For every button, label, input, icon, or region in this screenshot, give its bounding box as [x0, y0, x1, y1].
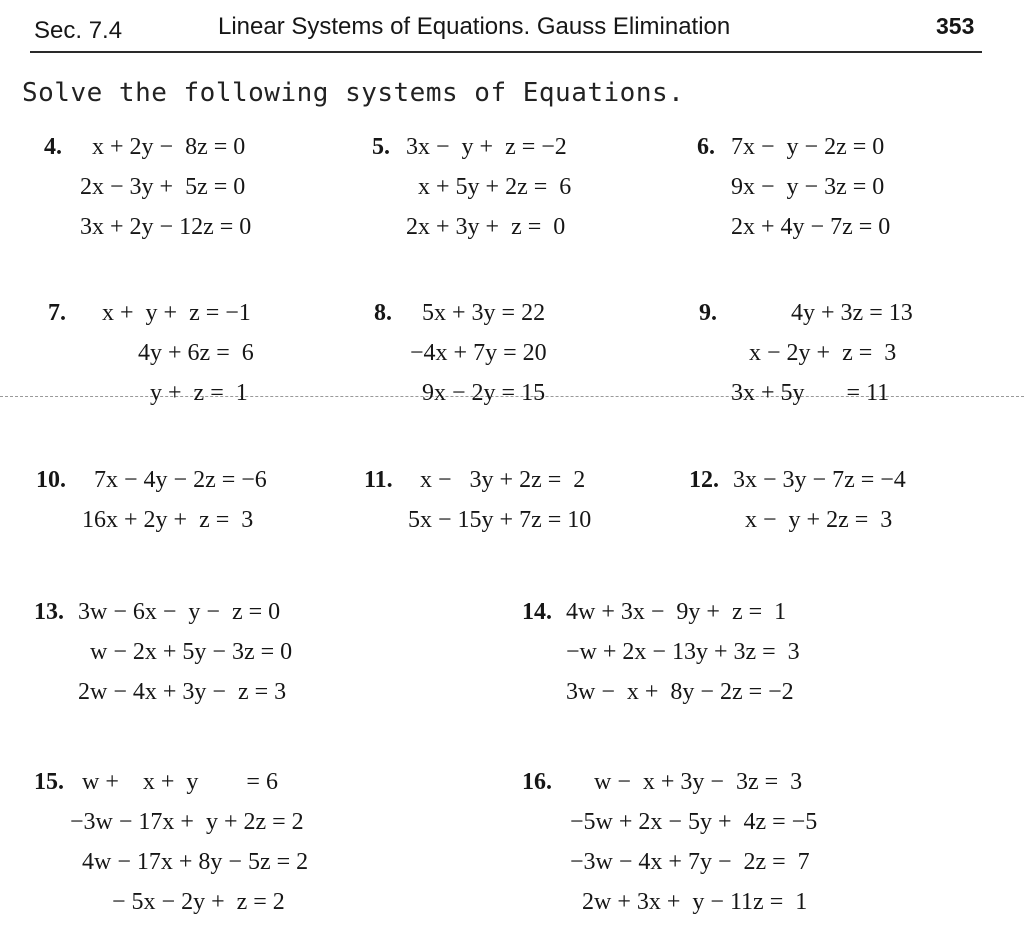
instruction-text: Solve the following systems of Equations.	[22, 78, 685, 108]
problem-number: 11.	[364, 467, 393, 493]
equation: 4w + 3x − 9y + z = 1	[566, 599, 787, 625]
equation: −3w − 4x + 7y − 2z = 7	[570, 849, 810, 875]
equation: 3x + 2y − 12z = 0	[80, 214, 252, 240]
problem-number: 13.	[34, 599, 64, 625]
equation: x − y + 2z = 3	[733, 507, 893, 533]
equation: 2x + 4y − 7z = 0	[731, 214, 891, 240]
equation-system	[406, 127, 571, 247]
equation: 3w − x + 8y − 2z = −2	[566, 679, 794, 705]
equation-system	[70, 762, 308, 922]
problem-number: 6.	[697, 134, 715, 160]
problem-number: 9.	[699, 300, 717, 326]
equation: x + y + z = −1	[102, 300, 251, 326]
equation: 5x + 3y = 22	[410, 300, 546, 326]
equation: −5w + 2x − 5y + 4z = −5	[570, 809, 818, 835]
equation: x − 3y + 2z = 2	[408, 467, 586, 493]
header-divider	[30, 51, 982, 53]
equation: x + 2y − 8z = 0	[80, 134, 246, 160]
problem-number: 7.	[48, 300, 66, 326]
equation: 3x − y + z = −2	[406, 134, 567, 160]
equation: 4y + 6z = 6	[102, 340, 254, 366]
problem-number: 5.	[372, 134, 390, 160]
equation-system	[731, 127, 890, 247]
equation: −3w − 17x + y + 2z = 2	[70, 809, 304, 835]
equation: 7x − 4y − 2z = −6	[82, 467, 267, 493]
equation: 3x − 3y − 7z = −4	[733, 467, 906, 493]
equation: 2w − 4x + 3y − z = 3	[78, 679, 287, 705]
equation: 2w + 3x + y − 11z = 1	[570, 889, 808, 915]
equation: 4y + 3z = 13	[731, 300, 913, 326]
equation: x − 2y + z = 3	[731, 340, 897, 366]
equation: −w + 2x − 13y + 3z = 3	[566, 639, 800, 665]
problem-number: 15.	[34, 769, 64, 795]
problem-number: 12.	[689, 467, 719, 493]
equation-system	[570, 762, 817, 922]
problem-number: 14.	[522, 599, 552, 625]
equation: −4x + 7y = 20	[410, 340, 547, 366]
equation-system	[566, 592, 800, 712]
equation: 16x + 2y + z = 3	[82, 507, 254, 533]
equation: w − x + 3y − 3z = 3	[570, 769, 803, 795]
problem-number: 8.	[374, 300, 392, 326]
equation: w + x + y = 6	[70, 769, 278, 795]
equation: 3x + 5y = 11	[731, 380, 890, 406]
equation: 9x − y − 3z = 0	[731, 174, 885, 200]
equation: 5x − 15y + 7z = 10	[408, 507, 592, 533]
equation: y + z = 1	[102, 380, 248, 406]
problem-number: 10.	[36, 467, 66, 493]
equation: w − 2x + 5y − 3z = 0	[78, 639, 293, 665]
equation: 9x − 2y = 15	[410, 380, 546, 406]
problem-number: 4.	[44, 134, 62, 160]
chapter-title: Linear Systems of Equations. Gauss Elimination	[218, 13, 731, 40]
equation-system	[102, 293, 254, 413]
equation: 4w − 17x + 8y − 5z = 2	[70, 849, 309, 875]
equation-system	[408, 460, 591, 540]
equation-system	[733, 460, 906, 540]
equation-system	[731, 293, 913, 413]
equation-system	[78, 592, 292, 712]
equation: 2x − 3y + 5z = 0	[80, 174, 246, 200]
equation: 3w − 6x − y − z = 0	[78, 599, 281, 625]
equation-system	[410, 293, 547, 413]
equation-system	[80, 127, 251, 247]
equation: 7x − y − 2z = 0	[731, 134, 885, 160]
section-label: Sec. 7.4	[34, 17, 123, 44]
equation: x + 5y + 2z = 6	[406, 174, 572, 200]
equation: − 5x − 2y + z = 2	[70, 889, 285, 915]
equation-system	[82, 460, 267, 540]
page-header	[0, 0, 1024, 60]
equation: 2x + 3y + z = 0	[406, 214, 566, 240]
page-number: 353	[936, 13, 975, 39]
problem-number: 16.	[522, 769, 552, 795]
